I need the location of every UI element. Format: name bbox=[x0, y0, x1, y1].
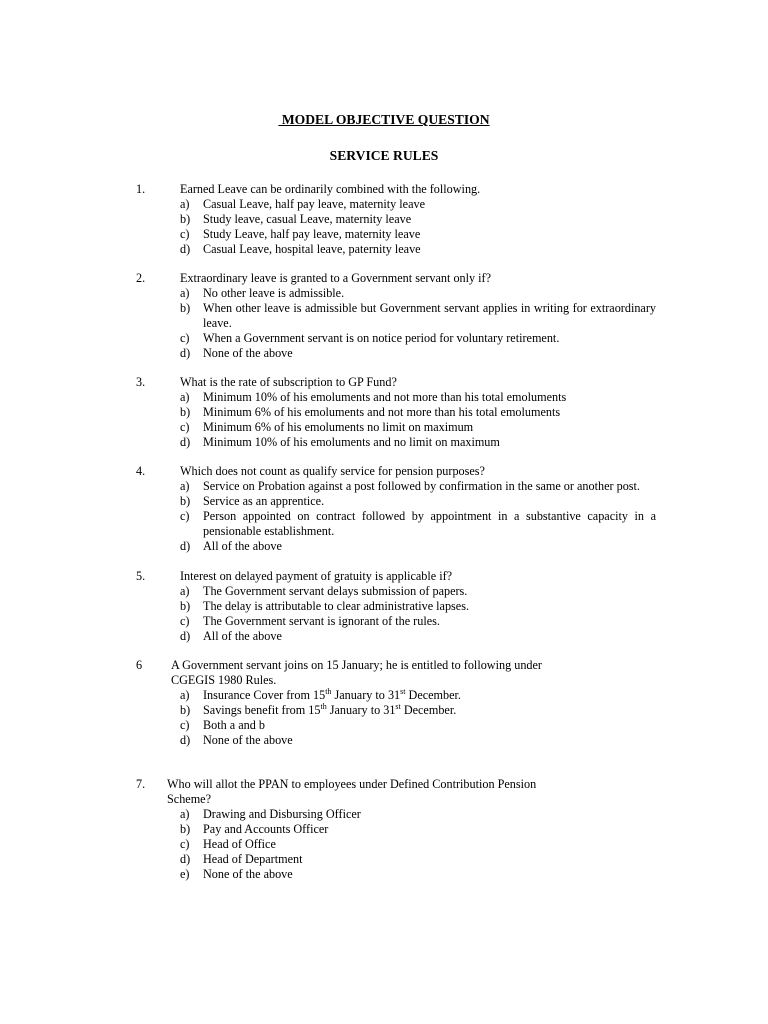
option-text: Casual Leave, hospital leave, paternity leave bbox=[203, 242, 421, 256]
option-label: c) bbox=[180, 227, 190, 241]
question-number: 2. bbox=[136, 271, 146, 285]
option-text: None of the above bbox=[203, 346, 293, 360]
question-text: Extraordinary leave is granted to a Government servant only if? bbox=[180, 271, 492, 285]
question-text bbox=[167, 777, 567, 807]
question-text-line: A Government servant joins on 15 January; he is entitled to following under bbox=[171, 658, 542, 672]
option-text: When other leave is admissible but Government servant applies in writing for extraordinary leave. bbox=[203, 301, 656, 330]
option-item bbox=[180, 718, 656, 733]
option-text bbox=[203, 703, 656, 718]
option-text: The Government servant is ignorant of the rules. bbox=[203, 614, 440, 628]
question-number: 4. bbox=[136, 464, 146, 478]
option-text: All of the above bbox=[203, 539, 282, 553]
option-item bbox=[180, 688, 656, 703]
ordinal-suffix: th bbox=[325, 687, 332, 696]
option-item bbox=[180, 479, 656, 494]
option-label: c) bbox=[180, 614, 190, 628]
option-label: c) bbox=[180, 420, 190, 434]
option-item bbox=[180, 614, 656, 629]
option-item bbox=[180, 584, 656, 599]
ordinal-suffix: st bbox=[400, 687, 406, 696]
option-label: e) bbox=[180, 867, 190, 881]
option-item bbox=[180, 629, 656, 644]
option-label: d) bbox=[180, 539, 191, 553]
option-item bbox=[180, 703, 656, 718]
option-text: Head of Department bbox=[203, 852, 303, 866]
option-item bbox=[180, 837, 656, 852]
option-text: Study Leave, half pay leave, maternity leave bbox=[203, 227, 421, 241]
option-item bbox=[180, 286, 656, 301]
option-label: a) bbox=[180, 479, 190, 493]
question-number: 6 bbox=[136, 658, 143, 672]
option-text: No other leave is admissible. bbox=[203, 286, 345, 300]
option-item bbox=[180, 212, 656, 227]
option-text: Minimum 6% of his emoluments and not more than his total emoluments bbox=[203, 405, 561, 419]
question-text: What is the rate of subscription to GP Fund? bbox=[180, 375, 397, 389]
option-item bbox=[180, 301, 656, 331]
option-text: The delay is attributable to clear administrative lapses. bbox=[203, 599, 470, 613]
option-text: Head of Office bbox=[203, 837, 276, 851]
option-text: Service on Probation against a post followed by confirmation in the same or another post. bbox=[203, 479, 640, 493]
option-list bbox=[180, 807, 656, 882]
option-label: b) bbox=[180, 599, 191, 613]
option-item bbox=[180, 242, 656, 257]
question-number: 7. bbox=[136, 777, 146, 791]
option-text: Drawing and Disbursing Officer bbox=[203, 807, 361, 821]
option-label: c) bbox=[180, 509, 190, 523]
question-text: Earned Leave can be ordinarily combined with the following. bbox=[180, 182, 481, 196]
option-list bbox=[180, 197, 656, 257]
option-item bbox=[180, 733, 656, 748]
option-text: The Government servant delays submission of papers. bbox=[203, 584, 468, 598]
option-list bbox=[180, 584, 656, 644]
option-text: Pay and Accounts Officer bbox=[203, 822, 329, 836]
document-title: MODEL OBJECTIVE QUESTION bbox=[278, 112, 490, 127]
option-label: d) bbox=[180, 733, 191, 747]
option-label: a) bbox=[180, 197, 190, 211]
option-item bbox=[180, 509, 656, 539]
option-text: Casual Leave, half pay leave, maternity leave bbox=[203, 197, 425, 211]
option-label: d) bbox=[180, 629, 191, 643]
option-item bbox=[180, 197, 656, 212]
option-label: d) bbox=[180, 346, 191, 360]
option-text-part: Savings benefit from 15 bbox=[203, 703, 321, 717]
option-label: a) bbox=[180, 390, 190, 404]
option-text: Study leave, casual Leave, maternity leave bbox=[203, 212, 412, 226]
option-item bbox=[180, 435, 656, 450]
option-label: b) bbox=[180, 405, 191, 419]
option-item bbox=[180, 405, 656, 420]
option-text-part: December. bbox=[405, 688, 461, 702]
option-text: Minimum 10% of his emoluments and not more than his total emoluments bbox=[203, 390, 567, 404]
option-item bbox=[180, 599, 656, 614]
option-text-part: Insurance Cover from 15 bbox=[203, 688, 326, 702]
option-text: None of the above bbox=[203, 867, 293, 881]
option-label: c) bbox=[180, 837, 190, 851]
option-item bbox=[180, 331, 656, 346]
option-label: b) bbox=[180, 212, 191, 226]
option-item bbox=[180, 420, 656, 435]
ordinal-suffix: st bbox=[395, 702, 401, 711]
question-number: 1. bbox=[136, 182, 146, 196]
option-text-part: December. bbox=[400, 703, 457, 717]
option-text: None of the above bbox=[203, 733, 293, 747]
option-label: b) bbox=[180, 301, 191, 315]
question-text-line: Who will allot the PPAN to employees under Defined Contribution Pension bbox=[167, 777, 537, 791]
option-item bbox=[180, 227, 656, 242]
option-text bbox=[203, 688, 656, 703]
option-item bbox=[180, 539, 656, 554]
option-item bbox=[180, 852, 656, 867]
option-label: b) bbox=[180, 822, 191, 836]
question-text: Interest on delayed payment of gratuity is applicable if? bbox=[180, 569, 453, 583]
question-text-line: CGEGIS 1980 Rules. bbox=[171, 673, 277, 687]
option-item bbox=[180, 822, 656, 837]
option-text: When a Government servant is on notice period for voluntary retirement. bbox=[203, 331, 560, 345]
document-subtitle: SERVICE RULES bbox=[329, 148, 439, 163]
option-text: All of the above bbox=[203, 629, 282, 643]
option-text-part: January to 31 bbox=[331, 688, 401, 702]
ordinal-suffix: th bbox=[320, 702, 327, 711]
option-label: c) bbox=[180, 331, 190, 345]
option-text: Service as an apprentice. bbox=[203, 494, 325, 508]
option-label: d) bbox=[180, 242, 191, 256]
option-label: c) bbox=[180, 718, 190, 732]
option-label: d) bbox=[180, 435, 191, 449]
option-label: b) bbox=[180, 703, 191, 717]
option-label: a) bbox=[180, 688, 190, 702]
option-label: d) bbox=[180, 852, 191, 866]
option-text: Both a and b bbox=[203, 718, 265, 732]
option-list bbox=[180, 286, 656, 361]
option-item bbox=[180, 390, 656, 405]
option-list bbox=[180, 479, 656, 554]
option-text: Person appointed on contract followed by appointment in a substantive capacity in a pensionable establishment. bbox=[203, 509, 656, 538]
option-label: b) bbox=[180, 494, 191, 508]
question-number: 3. bbox=[136, 375, 146, 389]
option-label: a) bbox=[180, 584, 190, 598]
question-number: 5. bbox=[136, 569, 146, 583]
question-text bbox=[171, 658, 591, 688]
option-item bbox=[180, 494, 656, 509]
option-text: Minimum 10% of his emoluments and no limit on maximum bbox=[203, 435, 500, 449]
option-text-part: January to 31 bbox=[326, 703, 396, 717]
option-text: Minimum 6% of his emoluments no limit on maximum bbox=[203, 420, 474, 434]
option-list bbox=[180, 688, 656, 748]
question-text: Which does not count as qualify service for pension purposes? bbox=[180, 464, 485, 478]
question-text-line: Scheme? bbox=[167, 792, 211, 806]
option-label: a) bbox=[180, 807, 190, 821]
option-item bbox=[180, 807, 656, 822]
option-item bbox=[180, 346, 656, 361]
option-item bbox=[180, 867, 656, 882]
option-label: a) bbox=[180, 286, 190, 300]
option-list bbox=[180, 390, 656, 450]
